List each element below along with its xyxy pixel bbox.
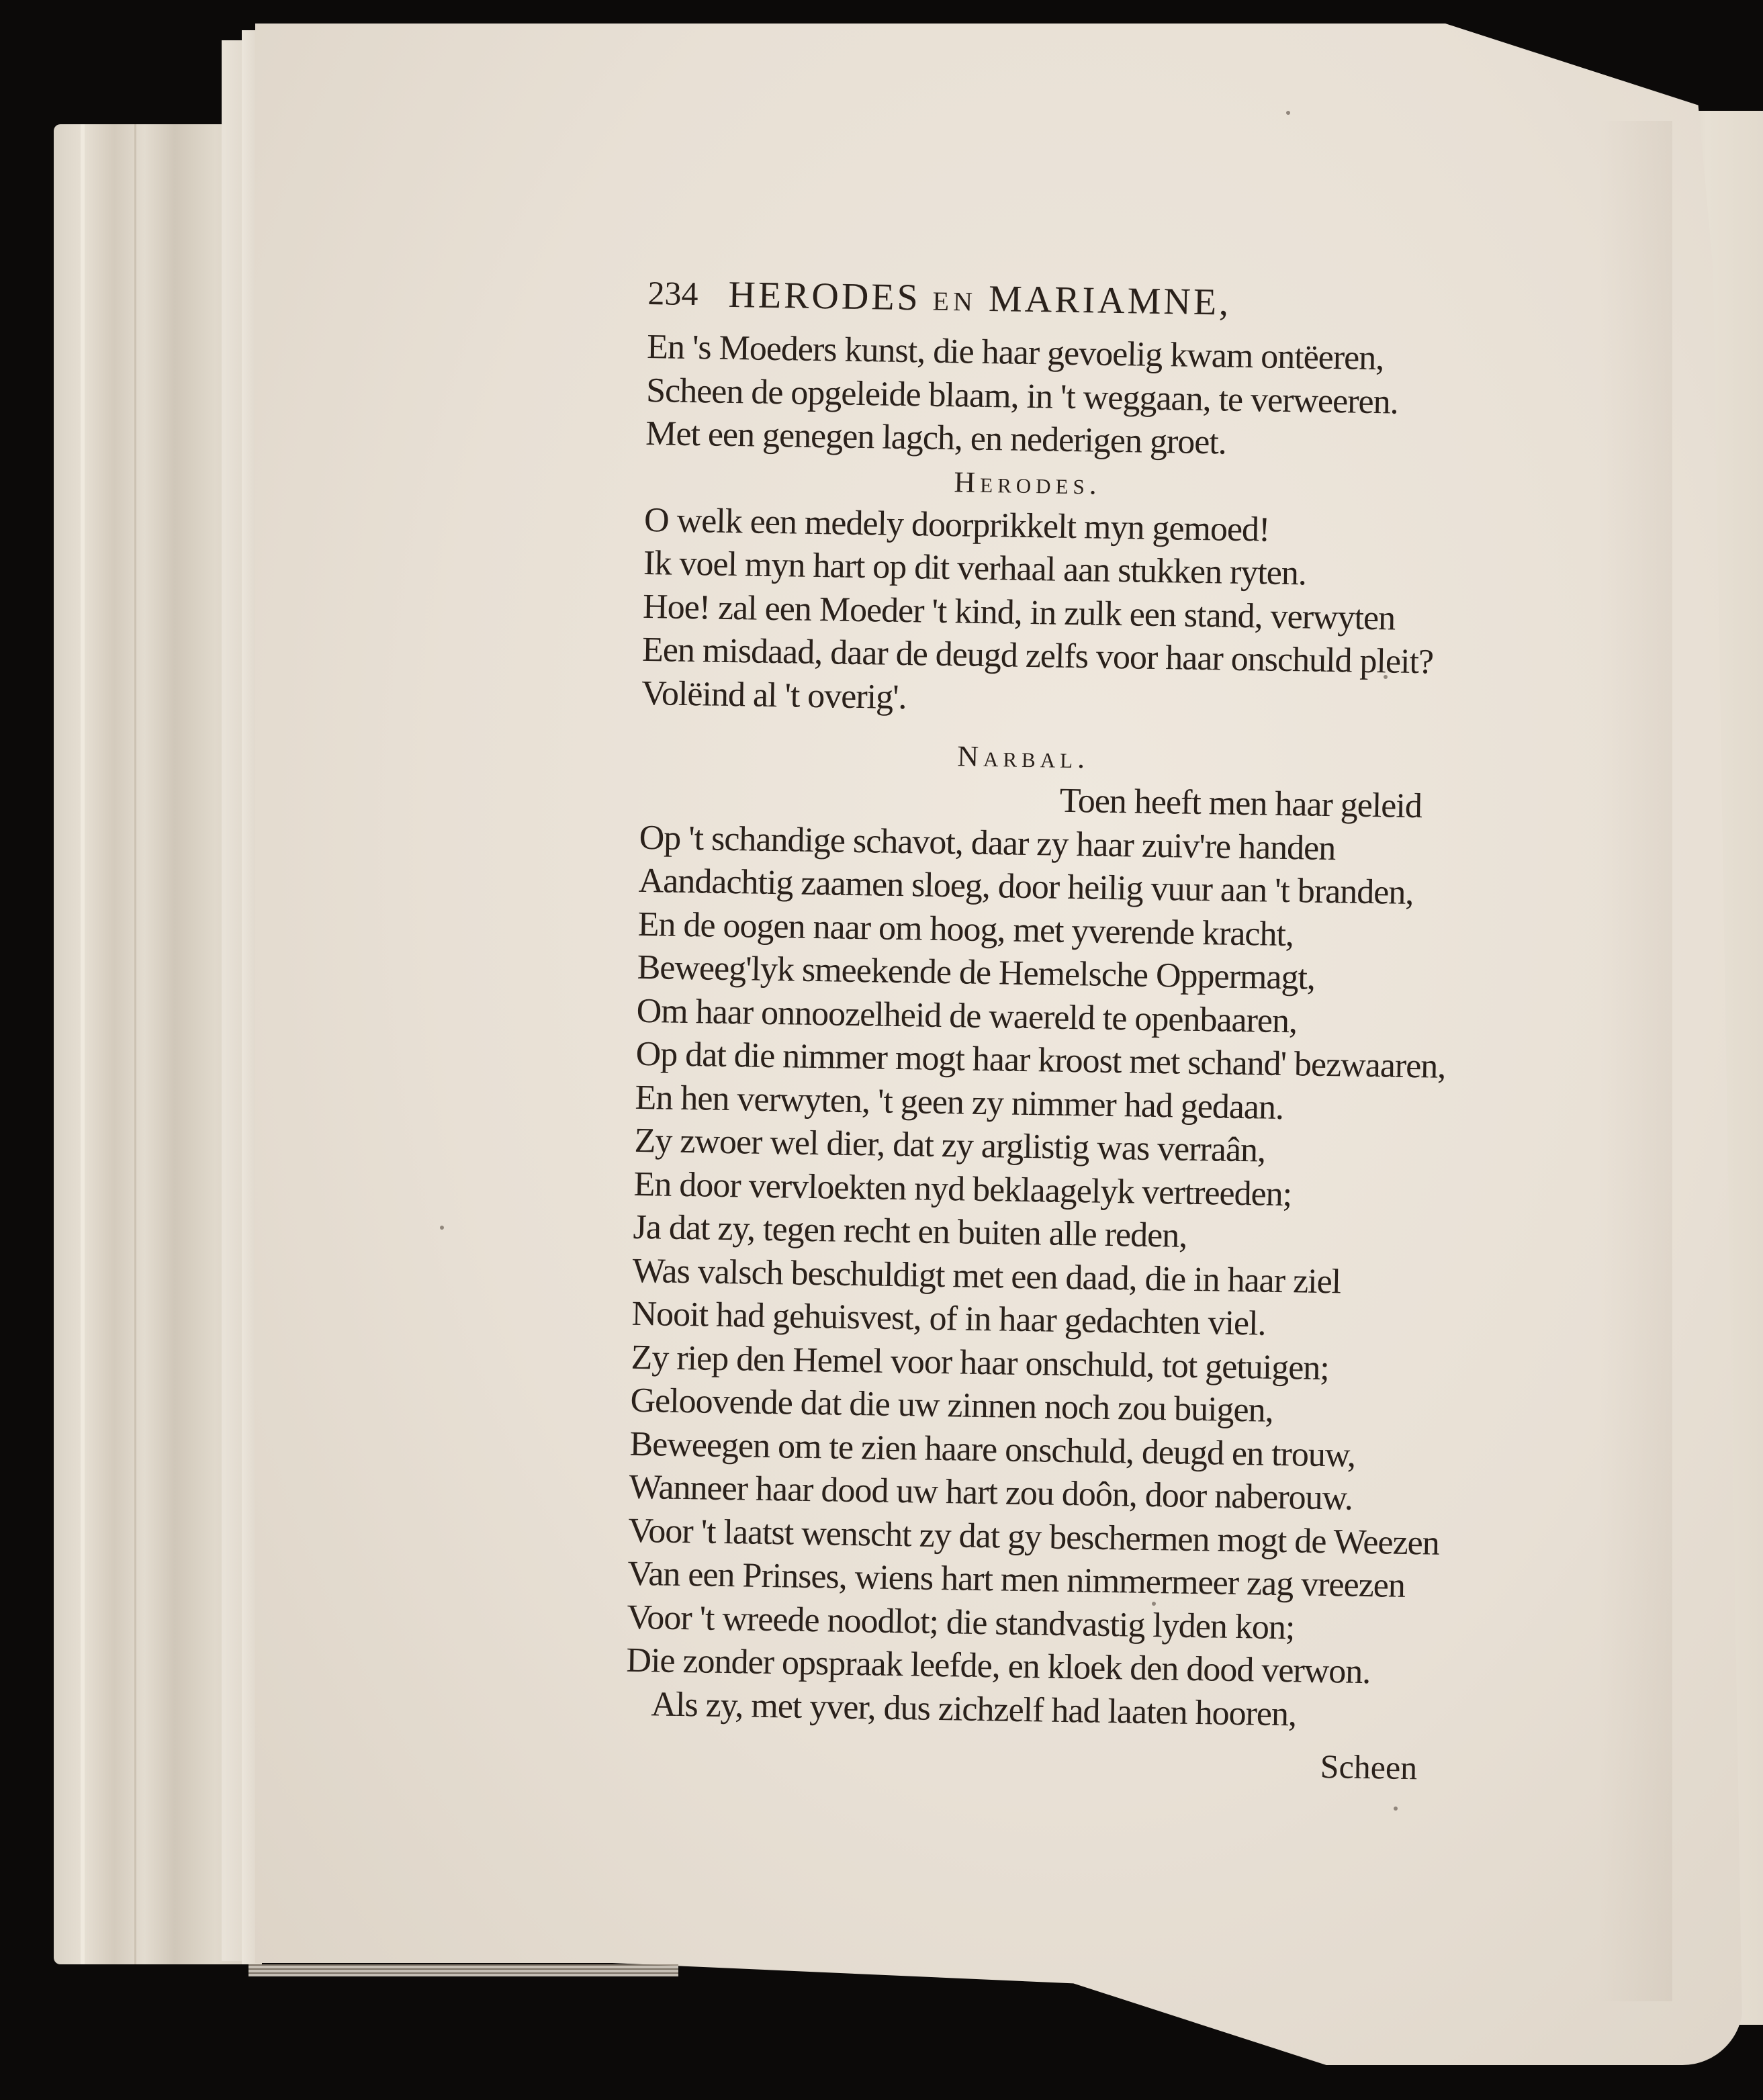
verse-passage-2: [641, 498, 1464, 728]
verse-line: En 's Moeders kunst, die haar gevoelig kwam ontëeren,: [646, 327, 1384, 378]
verse-line: En hen verwyten, 't geen zy nimmer had gedaan.: [635, 1078, 1284, 1127]
paper-speck: [440, 1226, 444, 1230]
verse-line: Ik voel myn hart op dit verhaal aan stukken ryten.: [643, 543, 1307, 593]
verse-line: En de oogen naar om hoog, met yverende kracht,: [637, 905, 1294, 954]
verse-line: Volëind al 't overig'.: [641, 674, 907, 717]
verse-line: Nooit had gehuisvest, of in haar gedachten viel.: [631, 1294, 1267, 1343]
verse-line: Wanneer haar dood uw hart zou doôn, door naberouw.: [629, 1467, 1353, 1518]
verse-line: Om haar onnoozelheid de waereld te openbaaren,: [636, 991, 1298, 1040]
verse-line: Geloovende dat die uw zinnen noch zou buigen,: [630, 1381, 1274, 1430]
verse-line: Een misdaad, daar de deugd zelfs voor haar onschuld pleit?: [641, 630, 1434, 682]
verse-line: Hoe! zal een Moeder 't kind, in zulk een stand, verwyten: [642, 587, 1396, 638]
page-bottom-edge: [248, 1964, 678, 1976]
gutter-shadow: [1598, 121, 1672, 2001]
verse-line: Voor 't laatst wenscht zy dat gy beschermen mogt de Weezen: [628, 1511, 1440, 1563]
running-title-en: EN: [932, 285, 977, 317]
running-title-herodes: HERODES: [727, 273, 921, 319]
speaker-heading-herodes: Herodes.: [954, 465, 1102, 501]
page-number: 234: [647, 273, 698, 313]
page-text-block: [625, 272, 1467, 1790]
verse-line: Die zonder opspraak leefde, en kloek den dood verwon.: [626, 1641, 1371, 1692]
verse-passage-1: [645, 326, 1467, 469]
speaker-heading-narbal: Narbal.: [956, 739, 1090, 775]
verse-line-indented: Als zy, met yver, dus zichzelf had laaten hooren,: [651, 1684, 1297, 1733]
verse-line: Met een genegen lagch, en nederigen groet.: [645, 414, 1227, 462]
verse-line: Op dat die nimmer mogt haar kroost met schand' bezwaaren,: [635, 1034, 1446, 1086]
verse-line: Op 't schandige schavot, daar zy haar zuiv're handen: [639, 818, 1336, 868]
running-title: [728, 273, 1232, 324]
verse-line: Beweeg'lyk smeekende de Hemelsche Oppermagt,: [637, 948, 1316, 997]
verse-passage-3: [625, 773, 1459, 1739]
running-title-mariamne: MARIAMNE,: [988, 277, 1232, 324]
verse-line: Voor 't wreede noodlot; die standvastig lyden kon;: [627, 1598, 1295, 1647]
verse-line: En door vervloekten nyd beklaagelyk vertreeden;: [633, 1165, 1292, 1214]
verse-line: Scheen de opgeleide blaam, in 't weggaan, te verweeren.: [645, 371, 1399, 422]
paper-speck: [1286, 111, 1290, 115]
verse-line: Van een Prinses, wiens hart men nimmermeer zag vreezen: [627, 1554, 1406, 1605]
verse-line: Aandachtig zaamen sloeg, door heilig vuur aan 't branden,: [638, 861, 1414, 913]
verse-line: Was valsch beschuldigt met een daad, die in haar ziel: [632, 1251, 1341, 1301]
verse-line-continued: Toen heeft men haar geleid: [1059, 781, 1422, 826]
verse-line: Zy zwoer wel dier, dat zy arglistig was verraân,: [634, 1121, 1266, 1170]
verse-line: O welk een medely doorprikkelt myn gemoed!: [643, 500, 1270, 549]
verse-line: Ja dat zy, tegen recht en buiten alle reden,: [633, 1207, 1187, 1255]
verse-line: Beweegen om te zien haare onschuld, deugd en trouw,: [629, 1424, 1356, 1475]
catchword: Scheen: [1320, 1747, 1418, 1787]
paper-speck: [1394, 1807, 1398, 1811]
verse-line: Zy riep den Hemel voor haar onschuld, tot getuigen;: [631, 1338, 1330, 1387]
